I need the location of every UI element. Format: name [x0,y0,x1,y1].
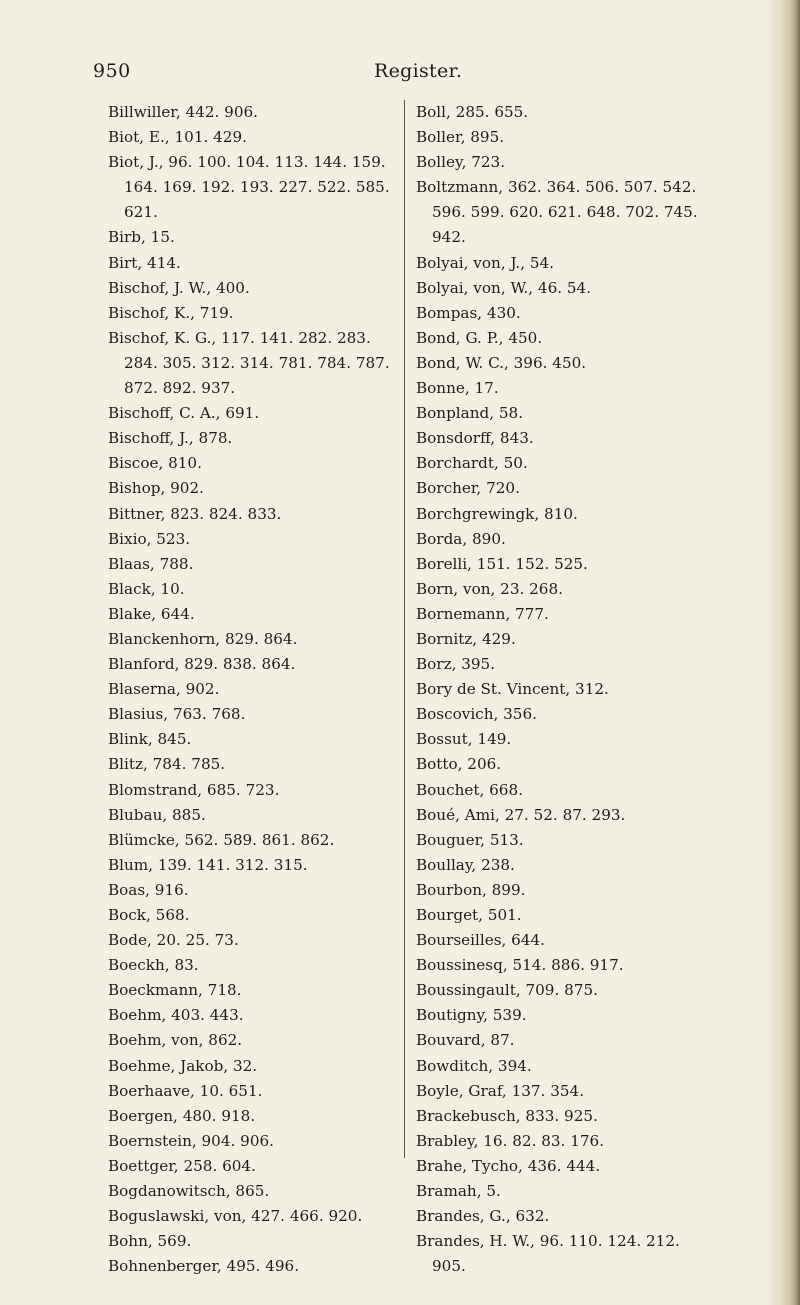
index-entry-line: Bory de St. Vincent, 312. [416,680,609,699]
index-entry-line: Brandes, G., 632. [416,1207,550,1226]
index-entry-line: Blaas, 788. [108,554,194,573]
index-entry [416,828,746,853]
index-entry [108,251,398,276]
index-entry-line: Brandes, H. W., 96. 110. 124. 212. [416,1232,680,1251]
index-entry [108,778,398,803]
index-entry [108,301,398,326]
index-entry [108,125,398,150]
index-entry-line: Boll, 285. 655. [416,103,529,121]
index-entry-line: Boehm, 403. 443. [108,1006,244,1025]
index-entry [416,727,746,752]
index-entry [416,451,746,476]
index-entry-line: Bishop, 902. [108,479,204,498]
index-entry-line: Boehm, von, 862. [108,1031,243,1050]
index-entry-line: Biscoe, 810. [108,454,202,473]
index-entry [108,978,398,1003]
index-entry [108,1104,398,1129]
index-entry [416,627,746,652]
index-entry-line: Blanford, 829. 838. 864. [108,655,296,674]
index-entry [108,1229,398,1254]
index-entry-line: Bischoff, C. A., 691. [108,404,260,423]
index-entry-line: Brahe, Tycho, 436. 444. [416,1156,601,1175]
index-entry [108,527,398,552]
index-entry [416,1179,746,1204]
index-entry-line: Boscovich, 356. [416,705,537,724]
index-entry-line: Bohnenberger, 495. 496. [108,1257,300,1276]
index-entry-line: Bischof, K., 719. [108,303,234,322]
page-number: 950 [93,60,131,82]
index-entry [108,1028,398,1053]
index-entry-line: Boullay, 238. [416,855,515,874]
index-entry-line: Boguslawski, von, 427. 466. 920. [108,1207,363,1226]
index-entry [108,401,398,426]
index-entry [108,627,398,652]
index-entry-line: Bouvard, 87. [416,1031,515,1050]
index-entry [108,1054,398,1079]
index-entry-line: Blomstrand, 685. 723. [108,780,280,799]
index-entry [416,903,746,928]
index-entry [416,803,746,828]
index-entry-line: Brabley, 16. 82. 83. 176. [416,1131,605,1150]
index-entry [108,903,398,928]
index-entry-line: Bossut, 149. [416,730,512,749]
index-entry-line: Bonsdorff, 843. [416,429,534,448]
index-entry-line: Bornitz, 429. [416,629,516,648]
index-entry [108,1129,398,1154]
index-entry [416,978,746,1003]
index-entry-line: Boeckh, 83. [108,956,199,975]
index-entry [416,100,746,125]
index-entry-line: Boernstein, 904. 906. [108,1131,274,1150]
index-entry-line: Boller, 895. [416,128,505,147]
index-entry-line: Bohn, 569. [108,1232,192,1251]
index-entry-line: Boussinesq, 514. 886. 917. [416,956,624,975]
index-entry-line: Boerhaave, 10. 651. [108,1081,263,1100]
index-entry [108,878,398,903]
index-entry [108,552,398,577]
index-entry-line: Borchgrewingk, 810. [416,504,578,523]
index-entry [108,602,398,627]
index-entry-line: Bond, G. P., 450. [416,328,543,347]
index-entry [108,828,398,853]
index-entry [108,752,398,777]
index-entry-line: Bittner, 823. 824. 833. [108,504,282,523]
index-entry-line: Bramah, 5. [416,1182,501,1201]
index-entry-line: Bischof, J. W., 400. [108,278,250,297]
index-entry-continuation: 284. 305. 312. 314. 781. 784. 787. [124,353,390,372]
index-entry-line: Bolyai, von, J., 54. [416,253,555,272]
index-entry-line: Brackebusch, 833. 925. [416,1106,598,1125]
page-edge-gradient [766,0,778,1305]
index-entry-line: Bouguer, 513. [416,830,524,849]
index-entry [416,677,746,702]
index-entry [416,476,746,501]
index-entry [108,426,398,451]
index-entry [108,953,398,978]
index-entry [416,1079,746,1104]
index-entry [416,953,746,978]
index-entry-line: Bixio, 523. [108,529,191,548]
index-entry-line: Bowditch, 394. [416,1056,532,1075]
page-edge-shadow [778,0,800,1305]
index-entry [416,351,746,376]
index-entry-line: Blümcke, 562. 589. 861. 862. [108,830,335,849]
index-entry [108,928,398,953]
index-entry-line: Borz, 395. [416,655,496,674]
column-divider [404,100,405,1158]
index-entry-line: Bonpland, 58. [416,404,524,423]
index-entry [108,451,398,476]
index-entry [416,251,746,276]
index-entry-line: Boettger, 258. 604. [108,1156,256,1175]
index-entry [108,150,398,225]
index-entry-line: Boussingault, 709. 875. [416,981,598,1000]
index-entry-line: Black, 10. [108,579,185,598]
index-entry-line: Bompas, 430. [416,303,521,322]
index-entry [416,1104,746,1129]
index-entry-line: Bourget, 501. [416,906,522,924]
index-entry [416,552,746,577]
index-entry [416,702,746,727]
index-entry-line: Botto, 206. [416,755,502,774]
index-entry [108,652,398,677]
index-entry [108,702,398,727]
index-entry-line: Boeckmann, 718. [108,981,242,1000]
index-entry-line: Bonne, 17. [416,379,499,398]
index-entry [108,476,398,501]
index-entry-line: Bond, W. C., 396. 450. [416,353,587,372]
index-entry-line: Boutigny, 539. [416,1006,527,1025]
index-entry-continuation: 621. [124,203,158,222]
index-entry [416,426,746,451]
index-entry-line: Boehme, Jakob, 32. [108,1056,258,1075]
index-entry [416,1204,746,1229]
left-index-column [108,100,398,1279]
index-entry-line: Bogdanowitsch, 865. [108,1182,270,1201]
right-index-column [416,100,746,1279]
index-entry [416,502,746,527]
index-entry [416,752,746,777]
index-entry [416,577,746,602]
index-entry-line: Blaserna, 902. [108,680,220,699]
index-entry-line: Borelli, 151. 152. 525. [416,554,588,573]
index-entry [108,100,398,125]
index-entry-line: Boyle, Graf, 137. 354. [416,1081,585,1100]
index-entry-line: Bourbon, 899. [416,880,526,899]
index-entry-line: Blasius, 763. 768. [108,705,246,724]
index-entry [108,677,398,702]
index-entry [108,1204,398,1229]
index-entry-line: Borchardt, 50. [416,454,528,473]
index-entry-line: Blanckenhorn, 829. 864. [108,629,298,648]
index-entry [416,1229,746,1279]
index-entry-continuation: 596. 599. 620. 621. 648. 702. 745. [432,203,698,222]
index-entry-line: Billwiller, 442. 906. [108,103,258,121]
index-entry-line: Biot, J., 96. 100. 104. 113. 144. 159. [108,153,386,172]
index-entry-line: Born, von, 23. 268. [416,579,563,598]
index-entry-line: Bode, 20. 25. 73. [108,931,239,950]
index-entry [416,1028,746,1053]
index-entry-line: Boas, 916. [108,880,189,899]
index-entry-line: Bock, 568. [108,906,190,924]
index-entry [108,1003,398,1028]
index-entry-line: Borcher, 720. [416,479,520,498]
index-entry-line: Bischoff, J., 878. [108,429,233,448]
index-entry [108,225,398,250]
index-entry-line: Blink, 845. [108,730,192,749]
index-entry-line: Borda, 890. [416,529,506,548]
index-entry [108,502,398,527]
index-entry [108,577,398,602]
index-entry [416,928,746,953]
index-entry [108,276,398,301]
index-entry [416,276,746,301]
index-entry-line: Boergen, 480. 918. [108,1106,256,1125]
index-entry-line: Birt, 414. [108,253,181,272]
index-entry-line: Boué, Ami, 27. 52. 87. 293. [416,805,626,824]
index-entry-continuation: 164. 169. 192. 193. 227. 522. 585. [124,178,390,197]
index-entry-line: Blubau, 885. [108,805,206,824]
index-entry-line: Birb, 15. [108,228,175,247]
index-entry [416,652,746,677]
index-entry [108,803,398,828]
index-entry [108,326,398,401]
index-entry [416,1003,746,1028]
index-entry-line: Boltzmann, 362. 364. 506. 507. 542. [416,178,697,197]
index-entry [108,1179,398,1204]
index-entry [108,1079,398,1104]
index-entry [416,878,746,903]
index-entry [108,853,398,878]
index-entry [416,527,746,552]
index-entry-continuation: 872. 892. 937. [124,379,236,398]
index-entry [416,125,746,150]
index-entry-continuation: 905. [432,1257,466,1276]
running-title: Register. [374,60,463,82]
index-entry [108,727,398,752]
index-entry [416,376,746,401]
index-entry [108,1154,398,1179]
index-entry-line: Bischof, K. G., 117. 141. 282. 283. [108,328,371,347]
index-entry [416,602,746,627]
index-entry [416,301,746,326]
index-entry [416,1129,746,1154]
index-entry [416,401,746,426]
index-entry [416,150,746,175]
index-entry-line: Blum, 139. 141. 312. 315. [108,855,308,874]
index-entry-line: Bolley, 723. [416,153,506,172]
index-entry-line: Bornemann, 777. [416,604,549,623]
index-entry [416,1154,746,1179]
index-entry [416,326,746,351]
index-entry-line: Blake, 644. [108,604,195,623]
index-entry [416,853,746,878]
index-entry [416,1054,746,1079]
index-entry-line: Bouchet, 668. [416,780,523,799]
index-entry-line: Bolyai, von, W., 46. 54. [416,278,592,297]
index-entry [416,778,746,803]
index-entry-continuation: 942. [432,228,466,247]
index-entry-line: Biot, E., 101. 429. [108,128,247,147]
index-entry [108,1254,398,1279]
index-entry [416,175,746,250]
index-entry-line: Bourseilles, 644. [416,931,545,950]
index-entry-line: Blitz, 784. 785. [108,755,226,774]
